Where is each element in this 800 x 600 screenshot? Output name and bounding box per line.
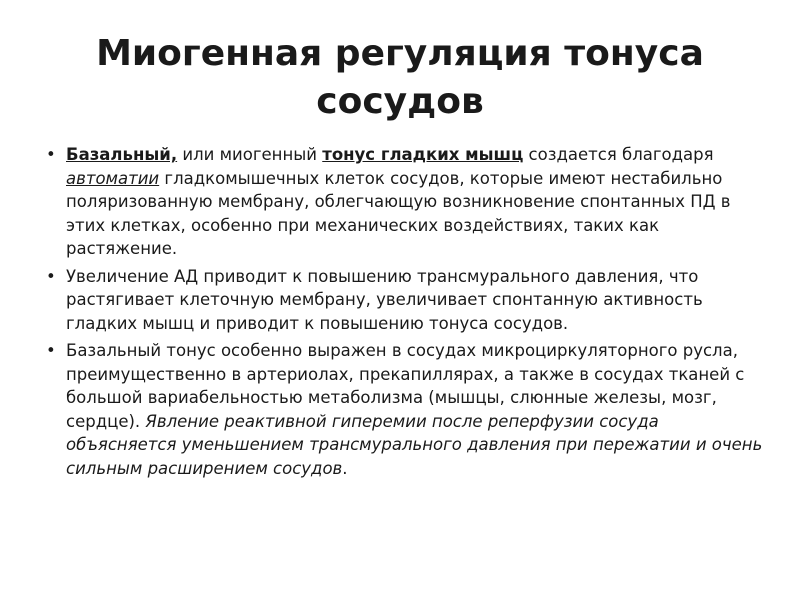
- list-item: [46, 143, 766, 261]
- slide-title: Миогенная регуляция тонуса сосудов: [96, 33, 704, 122]
- text-span: Увеличение АД приводит к повышению трансмурального давления, что растягивает клеточную мембрану, увеличивает спонтанную активность гладких мышц и приводит к повышению тонуса сосудов.: [66, 266, 703, 333]
- text-span: .: [342, 458, 348, 478]
- bullet-icon: •: [46, 266, 56, 286]
- list-item: [46, 339, 766, 480]
- term-smooth-muscle-tone: тонус гладких мышц: [322, 145, 524, 164]
- term-automaticity: автоматии: [66, 168, 160, 188]
- list-item: [46, 265, 766, 336]
- italic-note: Явление реактивной гиперемии после реперфузии сосуда объясняется уменьшением трансмурального давления при пережатии и очень сильным расширением сосудов: [66, 411, 763, 478]
- text-span: Базальный тонус особенно выражен в сосудах микроциркуляторного русла, преимущественно в артериолах, прекапиллярах, а также в сосудах тканей с большой вариабельностью метаболизма (мышцы, слюнные железы, мозг, сердце).: [66, 341, 745, 431]
- text-span: гладкомышечных клеток сосудов, которые имеют нестабильно поляризованную мембрану, облегчающую возникновение спонтанных ПД в этих клетках, особенно при механических воздействиях, таких как растяжение.: [66, 168, 731, 258]
- bullet-list: [46, 143, 766, 484]
- term-basal: Базальный,: [66, 145, 178, 164]
- bullet-icon: •: [46, 145, 56, 164]
- text-span: или миогенный: [177, 145, 323, 164]
- bullet-icon: •: [46, 341, 56, 360]
- text-span: создается благодаря: [523, 145, 714, 164]
